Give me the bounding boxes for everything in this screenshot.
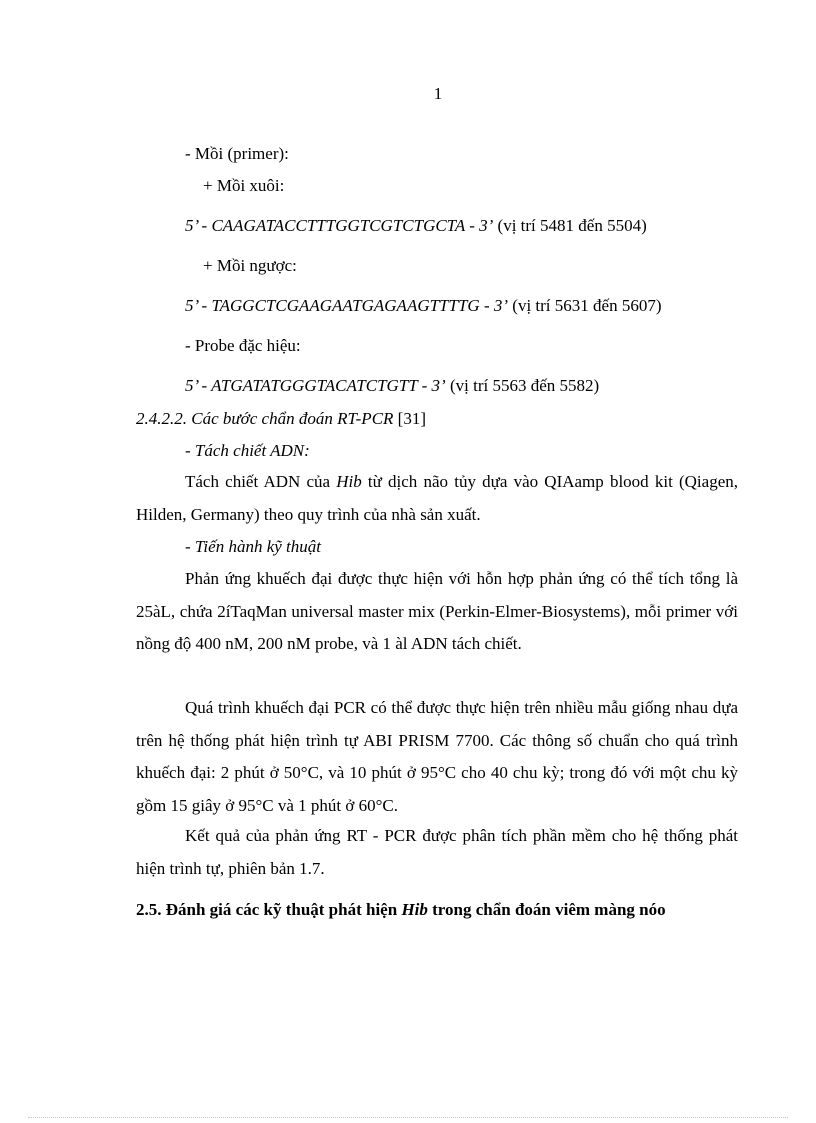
- forward-primer-position: (vị trí 5481 đến 5504): [493, 216, 647, 235]
- section-2422-reference: [31]: [393, 409, 426, 428]
- probe-line: [185, 376, 599, 396]
- footer-dotted-line: [28, 1117, 788, 1118]
- forward-primer-sequence: 5’ - CAAGATACCTTTGGTCGTCTGCTA - 3’: [185, 216, 494, 235]
- paragraph-results: Kết quả của phản ứng RT - PCR được phân tích phần mềm cho hệ thống phát hiện trình tự, phiên bản 1.7.: [136, 826, 738, 878]
- paragraph-extraction-text-b: từ dịch não tủy dựa vào QIAamp blood kit (Qiagen, Hilden, Germany) theo quy trình của nhà sản xuất.: [136, 472, 738, 524]
- probe-position: (vị trí 5563 đến 5582): [445, 376, 600, 395]
- paragraph-amplification: Quá trình khuếch đại PCR có thể được thực hiện trên nhiều mẫu giống nhau dựa trên hệ thống phát hiện trình tự ABI PRISM 7700. Các thông số chuẩn cho quá trình khuếch đại: 2 phút ở 50°C, và 10 phút ở 95°C cho 40 chu kỳ; trong đó với một chu kỳ gồm 15 giây ở 95°C và 1 phút ở 60°C.: [136, 698, 738, 815]
- section-25-hib-term: Hib: [401, 900, 428, 919]
- reverse-primer-sequence: 5’ - TAGGCTCGAAGAATGAGAAGTTTTG - 3’: [185, 296, 509, 315]
- section-2422-heading: 2.4.2.2. Các bước chẩn đoán RT-PCR: [136, 409, 394, 428]
- section-2422-heading-line: [136, 409, 426, 429]
- probe-sequence: 5’ - ATGATATGGGTACATCTGTT - 3’: [185, 376, 446, 395]
- primer-heading: - Mồi (primer):: [185, 144, 289, 163]
- forward-primer-line: [185, 216, 647, 236]
- section-25-heading: [136, 900, 666, 920]
- forward-primer-label: + Mồi xuôi:: [203, 176, 285, 195]
- probe-label: - Probe đặc hiệu:: [185, 336, 301, 355]
- section-25-heading-a: 2.5. Đánh giá các kỹ thuật phát hiện: [136, 900, 402, 919]
- reverse-primer-position: (vị trí 5631 đến 5607): [508, 296, 662, 315]
- paragraph-reaction-mix: Phản ứng khuếch đại được thực hiện với hỗn hợp phản ứng có thể tích tổng là 25àL, chứa 2íTaqMan universal master mix (Perkin-Elmer-Biosystems), mỗi primer với nồng độ 400 nM, 200 nM probe, và 1 àl ADN tách chiết.: [136, 569, 738, 653]
- reverse-primer-label: + Mồi ngược:: [203, 256, 297, 275]
- section-25-heading-b: trong chẩn đoán viêm màng nóo: [427, 900, 666, 919]
- page-number: 1: [433, 84, 443, 103]
- subheading-technique: - Tiến hành kỹ thuật: [185, 537, 321, 556]
- hib-term: Hib: [336, 472, 362, 491]
- subheading-extraction: - Tách chiết ADN:: [185, 441, 310, 460]
- paragraph-extraction-text-a: Tách chiết ADN của: [185, 472, 337, 491]
- reverse-primer-line: [185, 296, 661, 316]
- paragraph-extraction: [136, 466, 738, 531]
